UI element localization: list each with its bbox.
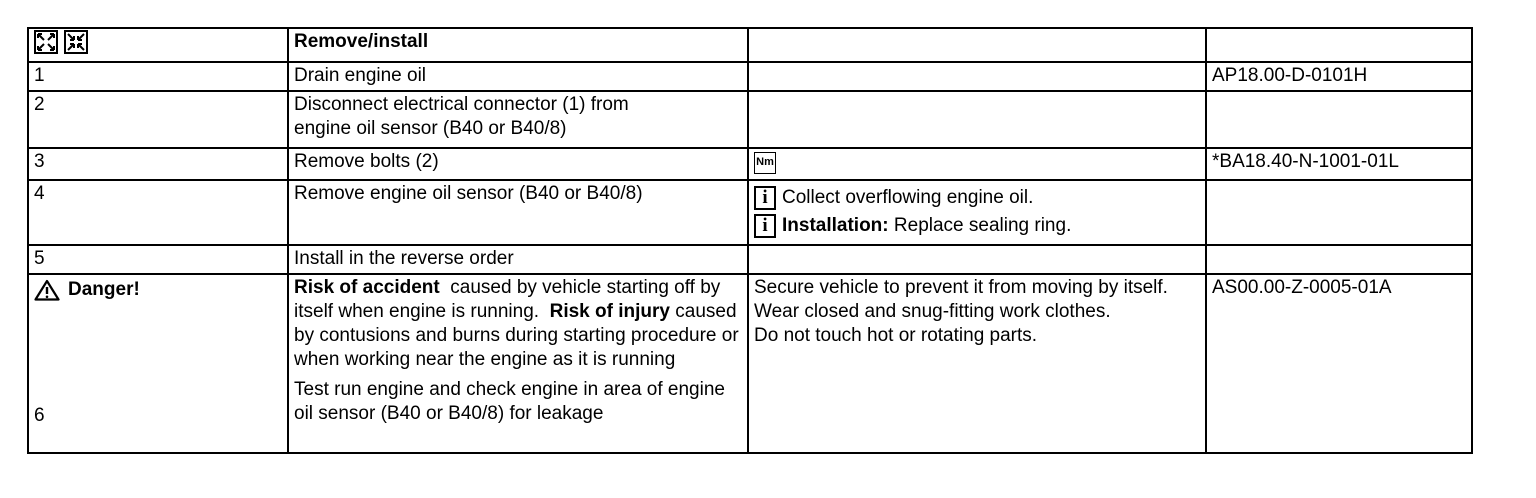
danger-text: Danger!	[68, 279, 140, 300]
danger-measures-cell	[748, 274, 1206, 453]
collapse-icon[interactable]	[64, 30, 88, 54]
torque-nm-icon[interactable]: Nm	[754, 152, 776, 174]
danger-cell	[28, 274, 288, 453]
info-note	[754, 186, 1200, 210]
step-doc-link	[1206, 180, 1472, 245]
table-row	[28, 245, 1472, 274]
risk-label: Risk of injury	[549, 301, 670, 322]
step-action: Remove engine oil sensor (B40 or B40/8)	[288, 180, 748, 245]
step-action-line: engine oil sensor (B40 or B40/8)	[294, 118, 567, 139]
info-note	[754, 214, 1200, 238]
step-action	[288, 91, 748, 148]
info-note-text: Collect overflowing engine oil.	[782, 187, 1034, 208]
step-action-line: Disconnect electrical connector (1) from	[294, 94, 629, 115]
step-action: Test run engine and check engine in area of engine oil sensor (B40 or B40/8) for leakage	[294, 379, 725, 424]
header-title: Remove/install	[288, 28, 748, 62]
danger-measure: Do not touch hot or rotating parts.	[754, 325, 1038, 346]
step-doc-link[interactable]: AP18.00-D-0101H	[1206, 62, 1472, 91]
info-note-text: Replace sealing ring.	[888, 215, 1072, 236]
risk-label: Risk of accident	[294, 277, 440, 298]
danger-measure: Wear closed and snug-fitting work clothes.	[754, 301, 1111, 322]
step-number: 5	[28, 245, 288, 274]
step-doc-link	[1206, 91, 1472, 148]
step-number: 3	[28, 148, 288, 180]
step-number: 2	[28, 91, 288, 148]
step-note	[748, 148, 1206, 180]
step-note	[748, 245, 1206, 274]
risk-text: caused by contusions and burns during starting procedure or when working near the engine as it is running	[294, 301, 739, 370]
step-note	[748, 62, 1206, 91]
header-empty-cell	[1206, 28, 1472, 62]
danger-measure: Secure vehicle to prevent it from moving by itself.	[754, 277, 1168, 298]
step-doc-link	[1206, 245, 1472, 274]
expand-icon[interactable]	[34, 30, 58, 54]
step-number: 1	[28, 62, 288, 91]
table-row	[28, 274, 1472, 453]
info-icon: i	[754, 214, 776, 238]
info-icon: i	[754, 186, 776, 210]
step-action: Install in the reverse order	[288, 245, 748, 274]
risk-text: caused by vehicle starting off by itself when engine is running.	[294, 277, 726, 322]
procedure-table	[27, 27, 1473, 454]
step-action: Drain engine oil	[288, 62, 748, 91]
step-note	[748, 180, 1206, 245]
step-note	[748, 91, 1206, 148]
step-number: 4	[28, 180, 288, 245]
info-note-label: Installation:	[782, 215, 889, 236]
step-number: 6	[34, 405, 45, 426]
step-action: Remove bolts (2)	[288, 148, 748, 180]
table-row	[28, 62, 1472, 91]
table-row	[28, 91, 1472, 148]
table-row	[28, 180, 1472, 245]
danger-risk-cell	[288, 274, 748, 453]
header-empty-cell	[748, 28, 1206, 62]
danger-risk-text	[294, 276, 742, 372]
header-icons-cell	[28, 28, 288, 62]
warning-triangle-icon	[34, 279, 60, 301]
table-row	[28, 148, 1472, 180]
step-doc-link[interactable]: *BA18.40-N-1001-01L	[1206, 148, 1472, 180]
danger-label	[34, 278, 282, 302]
table-header-row	[28, 28, 1472, 62]
step-doc-link[interactable]: AS00.00-Z-0005-01A	[1206, 274, 1472, 453]
